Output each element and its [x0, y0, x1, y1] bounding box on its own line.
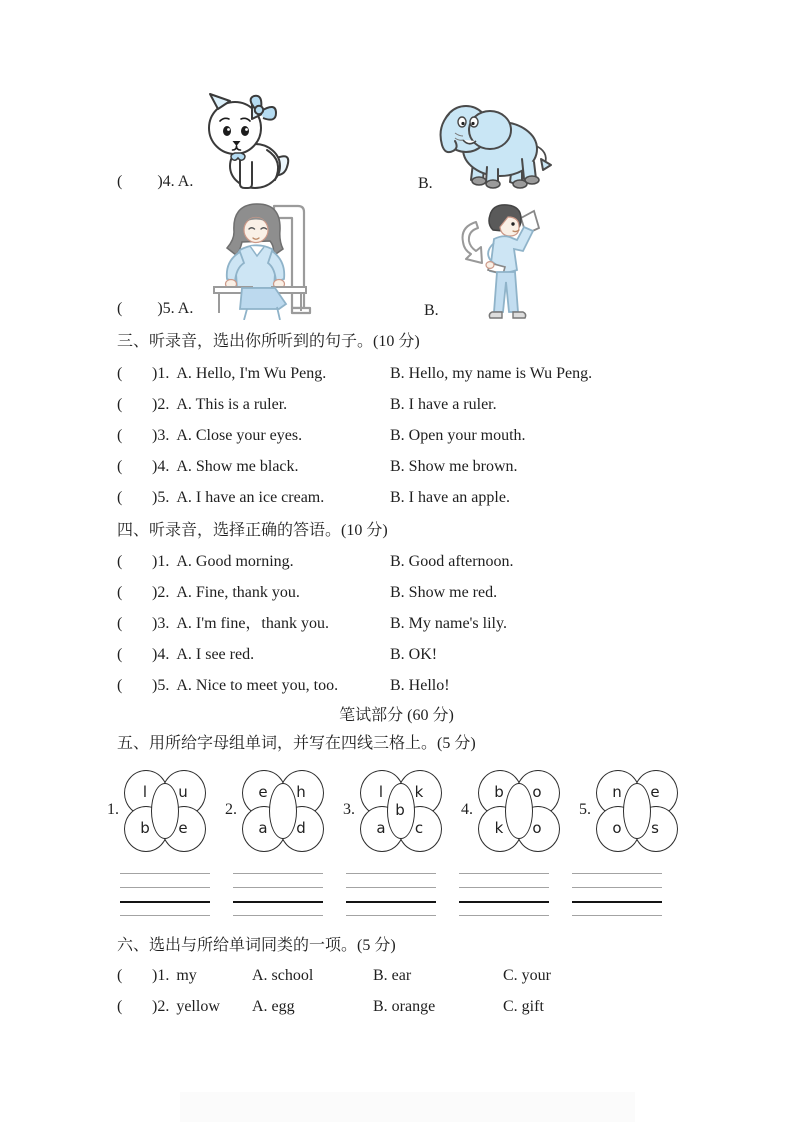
boy-turning-image — [450, 202, 545, 324]
flower-number: 5. — [579, 801, 591, 818]
answer-paren: ( — [117, 396, 123, 413]
question-number: )5. — [157, 300, 175, 317]
writing-line — [233, 915, 323, 916]
flower-diagram — [124, 770, 204, 850]
flower-letter: e — [178, 819, 188, 837]
picture-question-5-label — [117, 299, 193, 319]
answer-paren: ( — [117, 458, 123, 475]
flower-letter: o — [532, 819, 542, 837]
writing-baseline — [120, 901, 210, 903]
writing-line — [346, 915, 436, 916]
question-number: )1. — [152, 365, 170, 382]
elephant-image-wrap — [436, 97, 554, 197]
written-part-header: 笔试部分 (60 分) — [339, 707, 454, 724]
flower-letter: e — [650, 783, 660, 801]
option-c: C. your — [503, 967, 551, 984]
option-a: A. I see red. — [176, 646, 255, 663]
answer-paren: ( — [117, 646, 123, 663]
option-a: A. Nice to meet you, too. — [176, 677, 339, 694]
option-a: A. school — [252, 967, 314, 984]
option-b: B. Hello, my name is Wu Peng. — [390, 365, 593, 382]
flower-number: 1. — [107, 801, 119, 818]
option-b: B. I have a ruler. — [390, 396, 497, 413]
option-a-label: A. — [177, 300, 194, 317]
answer-paren: ( — [117, 998, 123, 1015]
writing-line — [120, 887, 210, 888]
option-a: A. I have an ice cream. — [176, 489, 325, 506]
section-3-title: 三、听录音，选出你所听到的句子。(10 分) — [117, 333, 420, 350]
writing-line — [572, 887, 662, 888]
writing-grid-4 — [459, 873, 549, 919]
flower-center — [505, 783, 533, 839]
section4-question-1 — [117, 552, 757, 574]
section3-question-1 — [117, 364, 757, 386]
question-number: )3. — [152, 427, 170, 444]
option-b: B. orange — [373, 998, 436, 1015]
flower-letter: k — [414, 783, 424, 801]
flower-center — [623, 783, 651, 839]
flower-number: 2. — [225, 801, 237, 818]
answer-paren: ( — [117, 427, 123, 444]
question-number: )5. — [152, 677, 170, 694]
letter-flower-4 — [461, 770, 558, 850]
flower-number: 3. — [343, 801, 355, 818]
writing-grid-2 — [233, 873, 323, 919]
flower-diagram — [478, 770, 558, 850]
option-a: A. Good morning. — [176, 553, 294, 570]
option-b: B. Hello! — [390, 677, 450, 694]
writing-line — [346, 873, 436, 874]
woman-in-chair-image-wrap — [202, 198, 330, 325]
writing-baseline — [459, 901, 549, 903]
option-b: B. My name's lily. — [390, 615, 507, 632]
writing-line — [346, 887, 436, 888]
question-number: )4. — [152, 458, 170, 475]
section6-question-2 — [117, 997, 757, 1019]
puppy-image — [195, 92, 295, 192]
flower-letter: d — [296, 819, 306, 837]
section3-question-2 — [117, 395, 757, 417]
letter-flower-2 — [225, 770, 322, 850]
letter-flower-5 — [579, 770, 676, 850]
question-number: )3. — [152, 615, 170, 632]
writing-grid-5 — [572, 873, 662, 919]
writing-line — [120, 915, 210, 916]
writing-baseline — [346, 901, 436, 903]
section-5-title: 五、用所给字母组单词，并写在四线三格上。(5 分) — [117, 735, 476, 752]
flower-letter: e — [258, 783, 268, 801]
question-number: )2. — [152, 396, 170, 413]
flower-center — [269, 783, 297, 839]
option-a: A. Fine, thank you. — [176, 584, 300, 601]
section4-question-5 — [117, 676, 757, 698]
flower-letter: u — [178, 783, 188, 801]
flower-center-letter: b — [395, 801, 405, 819]
writing-grid-3 — [346, 873, 436, 919]
question-number: )2. — [152, 584, 170, 601]
writing-baseline — [233, 901, 323, 903]
option-b: B. Show me red. — [390, 584, 498, 601]
given-word: my — [176, 967, 197, 984]
flower-diagram — [596, 770, 676, 850]
question-number: )5. — [152, 489, 170, 506]
woman-in-chair-image — [202, 198, 330, 320]
writing-line — [459, 915, 549, 916]
flower-letter: s — [651, 819, 659, 837]
question-number: )2. — [152, 998, 170, 1015]
section4-question-3 — [117, 614, 757, 636]
writing-grid-1 — [120, 873, 210, 919]
elephant-image — [436, 97, 554, 192]
option-b: B. OK! — [390, 646, 438, 663]
writing-baseline — [572, 901, 662, 903]
boy-turning-image-wrap — [450, 202, 545, 329]
question-number: )1. — [152, 553, 170, 570]
question-number: )4. — [152, 646, 170, 663]
section3-question-3 — [117, 426, 757, 448]
flower-diagram — [360, 770, 440, 850]
answer-paren: ( — [117, 365, 123, 382]
writing-line — [572, 915, 662, 916]
answer-paren: ( — [117, 489, 123, 506]
flower-letter: a — [376, 819, 386, 837]
flower-letter: n — [612, 783, 622, 801]
writing-line — [233, 887, 323, 888]
answer-paren: ( — [117, 615, 123, 632]
letter-flower-3 — [343, 770, 440, 850]
answer-paren: ( — [117, 173, 123, 190]
flower-letter: o — [532, 783, 542, 801]
option-c: C. gift — [503, 998, 544, 1015]
question-number: )4. — [157, 173, 175, 190]
section-6-title: 六、选出与所给单词同类的一项。(5 分) — [117, 937, 396, 954]
flower-letter: l — [142, 783, 148, 801]
option-b: B. Open your mouth. — [390, 427, 526, 444]
option-b: B. Good afternoon. — [390, 553, 514, 570]
letter-flower-1 — [107, 770, 204, 850]
section4-question-2 — [117, 583, 757, 605]
given-word: yellow — [176, 998, 220, 1015]
option-a: A. Close your eyes. — [176, 427, 303, 444]
flower-letter: k — [494, 819, 504, 837]
turn-arrow-icon — [463, 222, 482, 263]
option-b: B. I have an apple. — [390, 489, 510, 506]
section4-question-4 — [117, 645, 757, 667]
flower-center — [151, 783, 179, 839]
writing-line — [120, 873, 210, 874]
option-a: A. I'm fine，thank you. — [176, 615, 329, 632]
option-b: B. Show me brown. — [390, 458, 518, 475]
flower-number: 4. — [461, 801, 473, 818]
question-number: )1. — [152, 967, 170, 984]
flower-letter: h — [296, 783, 306, 801]
answer-paren: ( — [117, 967, 123, 984]
flower-letter: o — [612, 819, 622, 837]
flower-letter: b — [494, 783, 504, 801]
option-a-label: A. — [177, 173, 194, 190]
option-a: A. Show me black. — [176, 458, 299, 475]
section3-question-4 — [117, 457, 757, 479]
option-a: A. This is a ruler. — [176, 396, 288, 413]
option-b: B. ear — [373, 967, 412, 984]
writing-line — [233, 873, 323, 874]
writing-line — [459, 873, 549, 874]
section-4-title: 四、听录音，选择正确的答语。(10 分) — [117, 522, 388, 539]
flower-letter: a — [258, 819, 268, 837]
section6-question-1 — [117, 966, 757, 988]
writing-line — [459, 887, 549, 888]
answer-paren: ( — [117, 300, 123, 317]
scan-artifact-strip — [180, 1092, 635, 1122]
picture-question-4-label — [117, 172, 193, 192]
section3-question-5 — [117, 488, 757, 510]
answer-paren: ( — [117, 553, 123, 570]
option-a: A. Hello, I'm Wu Peng. — [176, 365, 327, 382]
picture-question-5-option-b-label: B. — [424, 302, 439, 319]
flower-letter: b — [140, 819, 150, 837]
writing-line — [572, 873, 662, 874]
option-a: A. egg — [252, 998, 295, 1015]
answer-paren: ( — [117, 677, 123, 694]
flower-letter: l — [378, 783, 384, 801]
puppy-image-wrap — [195, 92, 295, 197]
flower-letter: c — [414, 819, 424, 837]
answer-paren: ( — [117, 584, 123, 601]
picture-question-4-option-b-label: B. — [418, 175, 433, 192]
flower-diagram — [242, 770, 322, 850]
